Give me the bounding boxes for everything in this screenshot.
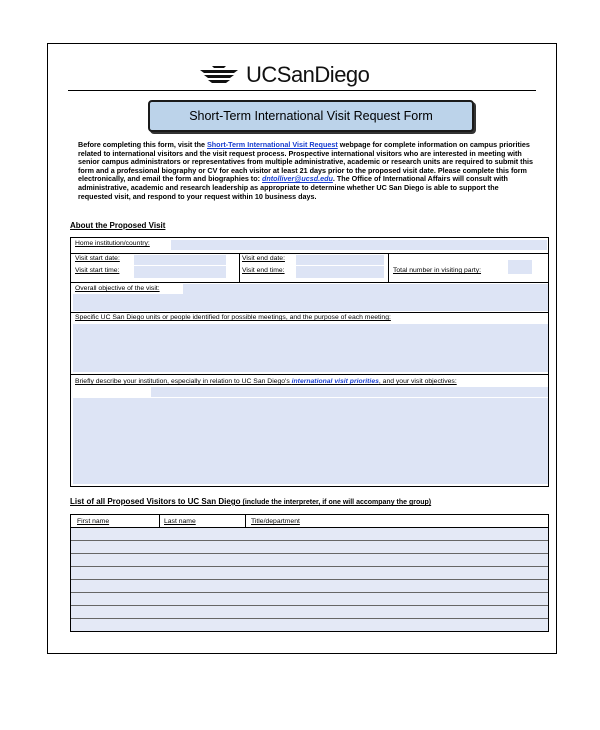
describe-institution-input-line[interactable] — [151, 387, 548, 397]
triton-wing-icon — [198, 64, 240, 86]
describe-institution-label: Briefly describe your institution, especially in relation to UC San Diego's international visit priorities, and your visit objectives: — [75, 378, 457, 385]
visitors-table — [70, 514, 549, 632]
home-institution-label: Home institution/country: — [75, 240, 150, 247]
ucsd-logo — [198, 60, 369, 90]
visit-priorities-link[interactable]: international visit priorities — [291, 378, 379, 385]
overall-objective-label: Overall objective of the visit: — [75, 285, 160, 292]
table-row[interactable] — [71, 567, 548, 579]
overall-objective-input[interactable] — [183, 284, 548, 294]
describe-institution-input[interactable] — [73, 398, 548, 484]
visit-end-time-label: Visit end time: — [242, 267, 285, 274]
visit-details-table — [70, 237, 549, 487]
col-title-department: Title/department — [251, 518, 300, 525]
visit-end-date-input[interactable] — [296, 255, 384, 265]
visit-start-date-label: Visit start date: — [75, 255, 120, 262]
table-row[interactable] — [71, 593, 548, 605]
header-rule — [68, 90, 536, 91]
table-row[interactable] — [71, 619, 548, 631]
intro-paragraph — [78, 141, 533, 201]
logo-wordmark: UCSanDiego — [246, 62, 370, 87]
visit-start-time-input[interactable] — [134, 266, 226, 278]
about-heading: About the Proposed Visit — [70, 221, 166, 230]
col-last-name: Last name — [164, 518, 196, 525]
form-title: Short-Term International Visit Request Form — [148, 100, 474, 132]
visitors-subheading: (include the interpreter, if one will accompany the group) — [240, 499, 432, 506]
email-link[interactable]: dntolliver@ucsd.edu — [261, 174, 333, 184]
table-row[interactable] — [71, 554, 548, 566]
table-row[interactable] — [71, 606, 548, 618]
visit-start-time-label: Visit start time: — [75, 267, 120, 274]
visit-request-link[interactable]: Short-Term International Visit Request — [207, 140, 338, 149]
overall-objective-input-area[interactable] — [73, 294, 548, 311]
visit-end-time-input[interactable] — [296, 266, 384, 278]
visitors-heading: List of all Proposed Visitors to UC San Diego (include the interpreter, if one will accompany the group) — [70, 497, 432, 506]
intro-text-2: webpage for complete information on campus priorities related to international visitors and the visit request process. Prospective international visitors who are interested in meeting with senior campus administrators or representatives from multiple administrative, academic or research units are required to submit this form and a professional biography or CV for each visitor at least 21 days prior to the proposed visit date. Please complete this form electronically, and email the form and biographies to: — [78, 140, 533, 184]
table-row[interactable] — [71, 580, 548, 592]
home-institution-input[interactable] — [171, 240, 547, 250]
total-number-input[interactable] — [508, 260, 532, 274]
table-row[interactable] — [71, 528, 548, 540]
intro-text-3: . The Office of International Affairs will consult with administrative, academic and research leadership as appropriate to determine whether UC San Diego is able to support the requested visit, and respond to your request within 10 business days. — [78, 174, 508, 201]
form-page — [47, 43, 557, 654]
specific-units-label: Specific UC San Diego units or people identified for possible meetings, and the purpose of each meeting: — [75, 314, 391, 321]
intro-text-1: Before completing this form, visit the — [78, 140, 207, 149]
visit-end-date-label: Visit end date: — [242, 255, 285, 262]
col-first-name: First name — [77, 518, 110, 525]
specific-units-input[interactable] — [73, 324, 548, 372]
table-row[interactable] — [71, 541, 548, 553]
visit-start-date-input[interactable] — [134, 255, 226, 265]
total-number-label: Total number in visiting party: — [393, 267, 482, 274]
